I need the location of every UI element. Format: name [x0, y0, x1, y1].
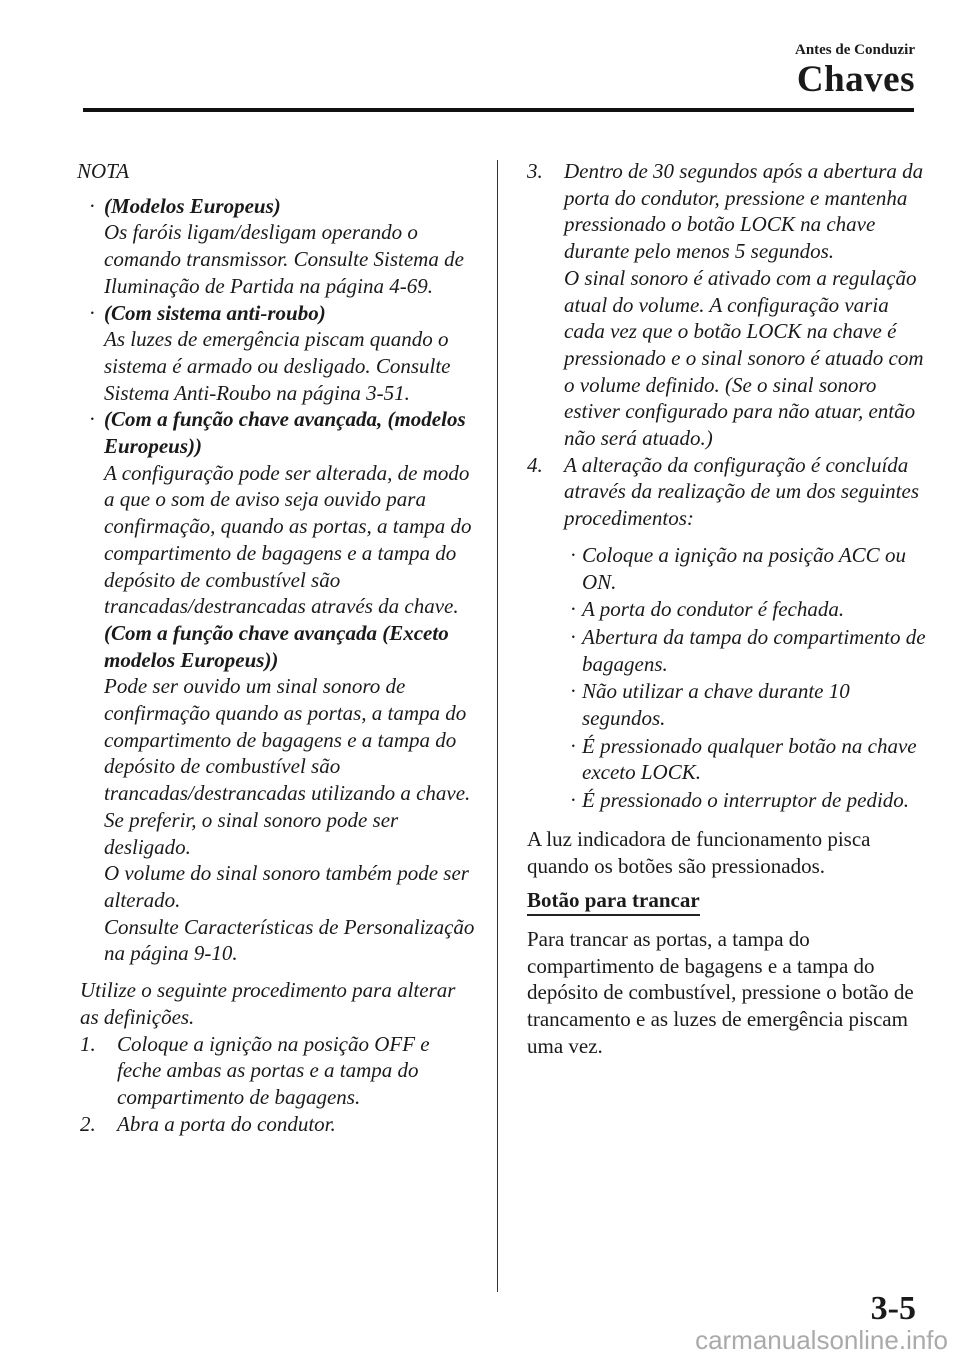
note-heading: (Modelos Europeus) [104, 193, 281, 218]
bullet-icon: · [570, 788, 576, 813]
procedure-step [527, 452, 927, 532]
step-text: Coloque a ignição na posição OFF e feche ambas as portas e a tampa do compartimento de bagagens. [117, 1031, 430, 1109]
header-rule [83, 108, 914, 112]
column-divider [497, 160, 498, 1292]
note-text: Pode ser ouvido um sinal sonoro de confirmação quando as portas, a tampa do compartimento de bagagens e a tampa do depósito de combustível são trancadas/destrancadas utilizando a chave. Se preferir, o sinal sonoro pode ser desligado. [104, 674, 471, 859]
note-text: Os faróis ligam/desligam operando o comando transmissor. Consulte Sistema de Iluminação de Partida na página 4-69. [104, 220, 464, 298]
bullet-icon: · [89, 407, 95, 432]
page-number: 3-5 [870, 1290, 916, 1327]
list-item: · É pressionado o interruptor de pedido. [527, 787, 927, 814]
list-item: · É pressionado qualquer botão na chave exceto LOCK. [527, 733, 927, 786]
note-text: As luzes de emergência piscam quando o sistema é armado ou desligado. Consulte Sistema Anti-Roubo na página 3-51. [104, 327, 451, 405]
section-header: Antes de Conduzir [794, 42, 915, 58]
list-item: · Não utilizar a chave durante 10 segundos. [527, 678, 927, 731]
list-item: · Coloque a ignição na posição ACC ou ON. [527, 542, 927, 595]
procedure-step [80, 1031, 475, 1111]
procedure-step [527, 158, 927, 452]
list-item: · Abertura da tampa do compartimento de bagagens. [527, 624, 927, 677]
bullet-icon: · [89, 300, 95, 325]
right-column [527, 158, 927, 1060]
bullet-icon: · [89, 193, 95, 218]
chapter-title: Chaves [796, 59, 915, 100]
bullet-icon: · [570, 542, 576, 567]
indicator-paragraph: A luz indicadora de funcionamento pisca quando os botões são pressionados. [527, 826, 871, 878]
bullet-icon: · [570, 597, 576, 622]
procedure-step [80, 1111, 475, 1138]
procedure-intro: Utilize o seguinte procedimento para alterar as definições. [80, 978, 456, 1029]
list-item: · A porta do condutor é fechada. [527, 596, 927, 623]
note-text: A configuração pode ser alterada, de modo a que o som de aviso seja ouvido para confirmação, quando as portas, a tampa do compartimento de bagagens e a tampa do depósito de combustível são trancadas/destrancadas através da chave. [104, 460, 472, 619]
lock-paragraph: Para trancar as portas, a tampa do compartimento de bagagens e a tampa do depósito de combustível, pressione o botão de trancamento e as luzes de emergência piscam uma vez. [527, 926, 914, 1058]
bullet-icon: · [570, 679, 576, 704]
note-label: NOTA [77, 159, 130, 183]
step-number: 1. [80, 1031, 96, 1056]
step-text: A alteração da configuração é concluída através da realização de um dos seguintes procedimentos: [564, 452, 920, 531]
bullet-icon: · [570, 733, 576, 758]
left-column [77, 158, 475, 1137]
section-subheading: Botão para trancar [527, 887, 700, 916]
note-item [80, 300, 475, 407]
note-text: Consulte Características de Personalização na página 9-10. [104, 914, 475, 966]
note-item [80, 406, 475, 967]
step-text: Abra a porta do condutor. [117, 1111, 336, 1136]
note-heading: (Com a função chave avançada, (modelos Europeus)) [104, 407, 466, 459]
step-number: 4. [527, 452, 543, 477]
step-number: 2. [80, 1111, 96, 1136]
step-number: 3. [527, 159, 543, 183]
bullet-icon: · [570, 624, 576, 649]
note-heading: (Com sistema anti-roubo) [104, 300, 326, 325]
note-item [80, 193, 475, 300]
note-heading-secondary: (Com a função chave avançada (Exceto modelos Europeus)) [104, 620, 449, 672]
note-text: O volume do sinal sonoro também pode ser alterado. [104, 861, 469, 912]
watermark: carmanualsonline.info [695, 1325, 948, 1355]
step-text: O sinal sonoro é ativado com a regulação atual do volume. A configuração varia cada vez que o botão LOCK na chave é pressionado e o sinal sonoro é atuado com o volume definido. (Se o sinal sonoro estiver configurado para não atuar, então não será atuado.) [564, 265, 924, 451]
step-text: Dentro de 30 segundos após a abertura da porta do condutor, pressione e mantenha pressionado o botão LOCK na chave durante pelo menos 5 segundos. [564, 159, 924, 264]
